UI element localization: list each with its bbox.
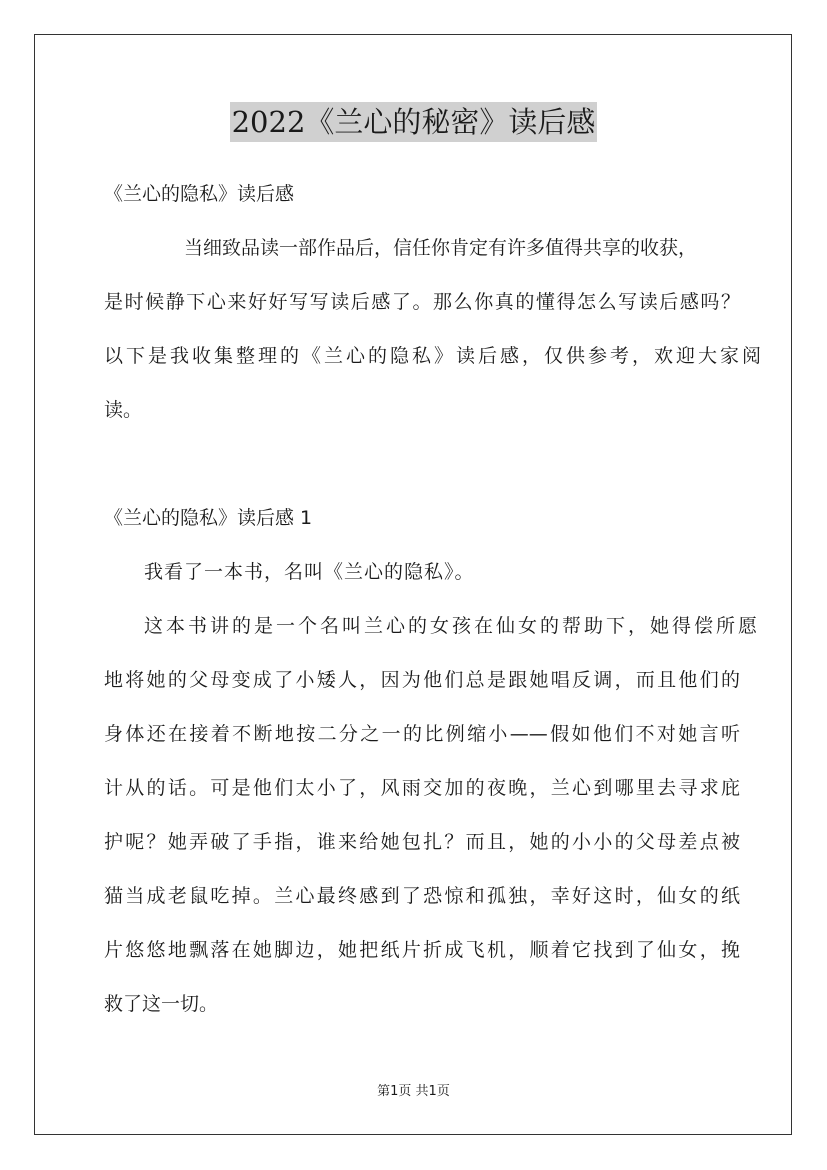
intro-line: 是时候静下心来好好写写读后感了。那么你真的懂得怎么写读后感吗？ [104,291,740,313]
paragraph-2-line: 猫当成老鼠吃掉。兰心最终感到了恐惊和孤独，幸好这时，仙女的纸 [104,885,740,907]
paragraph-1: 我看了一本书，名叫《兰心的隐私》。 [144,561,475,583]
paragraph-2-line: 身体还在接着不断地按二分之一的比例缩小——假如他们不对她言听 [104,723,740,745]
intro-line: 读。 [104,399,143,421]
document-title: 2022《兰心的秘密》读后感 [230,102,598,142]
intro-line: 以下是我收集整理的《兰心的隐私》读后感，仅供参考，欢迎大家阅 [104,345,765,367]
title-wrap [0,102,827,142]
paragraph-2-line: 护呢？她弄破了手指，谁来给她包扎？而且，她的小小的父母差点被 [104,831,740,853]
paragraph-2-line: 这本书讲的是一个名叫兰心的女孩在仙女的帮助下，她得偿所愿 [144,615,761,637]
paragraph-2-line: 救了这一切。 [104,993,219,1015]
subtitle: 《兰心的隐私》读后感 [104,183,295,205]
paragraph-2-line: 片悠悠地飘落在她脚边，她把纸片折成飞机，顺着它找到了仙女，挽 [104,939,740,961]
section-heading: 《兰心的隐私》读后感 1 [104,507,313,529]
paragraph-2-line: 计从的话。可是他们太小了，风雨交加的夜晚，兰心到哪里去寻求庇 [104,777,740,799]
intro-line: 当细致品读一部作品后，信任你肯定有许多值得共享的收获， [184,237,698,259]
paragraph-2-line: 地将她的父母变成了小矮人，因为他们总是跟她唱反调，而且他们的 [104,669,740,691]
page-footer: 第1页 共1页 [377,1084,450,1099]
